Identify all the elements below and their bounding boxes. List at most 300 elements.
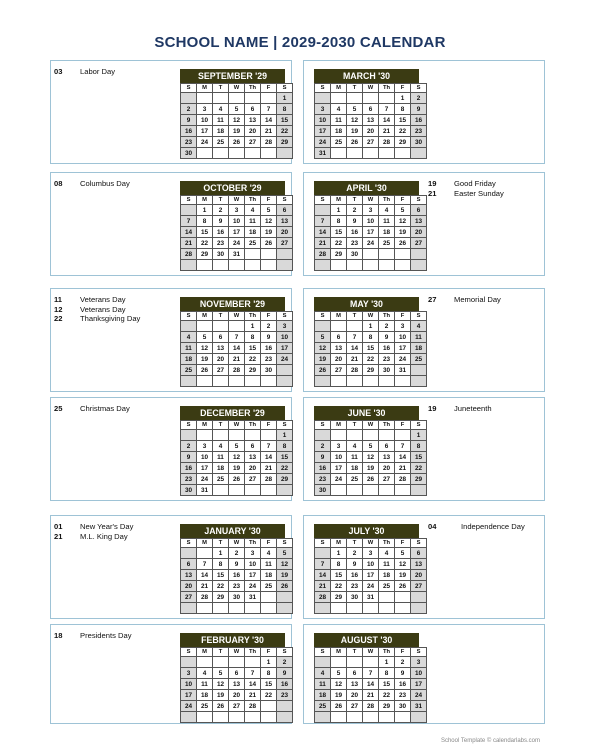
day-cell: [331, 321, 347, 332]
day-cell: 13: [363, 115, 379, 126]
day-cell: [261, 430, 277, 441]
day-cell: 22: [331, 581, 347, 592]
day-cell: 22: [213, 581, 229, 592]
day-cell: [315, 657, 331, 668]
holiday-date: 12: [54, 304, 63, 314]
day-cell: [181, 93, 197, 104]
weekday-label: S: [181, 539, 197, 548]
week-row: [181, 485, 293, 496]
day-cell: 27: [245, 474, 261, 485]
day-cell: [229, 148, 245, 159]
day-cell: [379, 249, 395, 260]
day-cell: 28: [261, 137, 277, 148]
weekday-label: S: [315, 312, 331, 321]
day-cell: [277, 365, 293, 376]
day-cell: 5: [363, 441, 379, 452]
week-row: [181, 430, 293, 441]
day-cell: 28: [229, 365, 245, 376]
day-cell: 25: [261, 581, 277, 592]
day-cell: 28: [261, 474, 277, 485]
day-cell: 15: [213, 570, 229, 581]
day-cell: 18: [197, 690, 213, 701]
week-row: [315, 354, 427, 365]
holiday-date: 08: [54, 179, 63, 188]
day-cell: 25: [213, 137, 229, 148]
month-panel: [303, 60, 545, 164]
day-cell: 2: [347, 205, 363, 216]
day-cell: 3: [277, 321, 293, 332]
week-row: [181, 205, 293, 216]
holiday-name: Independence Day: [461, 522, 525, 531]
day-cell: 18: [261, 570, 277, 581]
day-cell: [363, 249, 379, 260]
day-cell: 20: [277, 227, 293, 238]
day-cell: 30: [213, 249, 229, 260]
day-cell: [261, 701, 277, 712]
day-cell: [347, 712, 363, 723]
day-cell: 29: [363, 365, 379, 376]
day-cell: [395, 592, 411, 603]
day-cell: [411, 260, 427, 271]
day-cell: 5: [331, 668, 347, 679]
day-cell: [229, 321, 245, 332]
day-cell: 2: [181, 104, 197, 115]
day-cell: [181, 657, 197, 668]
day-cell: 31: [197, 485, 213, 496]
day-cell: 22: [395, 126, 411, 137]
day-cell: 19: [315, 354, 331, 365]
week-row: [315, 115, 427, 126]
day-cell: 22: [331, 238, 347, 249]
day-cell: 18: [379, 227, 395, 238]
day-cell: 5: [347, 104, 363, 115]
day-cell: [395, 260, 411, 271]
day-cell: 7: [395, 441, 411, 452]
holiday-date: 21: [428, 188, 437, 198]
day-cell: 17: [197, 126, 213, 137]
day-cell: [181, 376, 197, 387]
day-cell: 6: [347, 668, 363, 679]
weekday-label: S: [315, 196, 331, 205]
day-cell: [331, 657, 347, 668]
day-cell: [197, 93, 213, 104]
day-cell: 27: [331, 365, 347, 376]
day-cell: 14: [261, 452, 277, 463]
day-cell: [261, 93, 277, 104]
day-cell: 26: [315, 365, 331, 376]
day-cell: 16: [229, 570, 245, 581]
day-cell: 23: [261, 354, 277, 365]
day-cell: 8: [331, 216, 347, 227]
day-cell: [229, 485, 245, 496]
month-table: [314, 83, 427, 159]
holiday-name: Thanksgiving Day: [80, 314, 141, 324]
day-cell: 11: [347, 452, 363, 463]
week-row: [315, 668, 427, 679]
holiday-list: [54, 522, 133, 541]
day-cell: 6: [379, 441, 395, 452]
day-cell: [379, 376, 395, 387]
weekday-label: F: [395, 648, 411, 657]
weekday-label: T: [213, 648, 229, 657]
day-cell: 5: [395, 548, 411, 559]
day-cell: 24: [395, 354, 411, 365]
day-cell: 10: [363, 559, 379, 570]
day-cell: 19: [213, 690, 229, 701]
day-cell: 17: [197, 463, 213, 474]
weekday-label: T: [213, 196, 229, 205]
day-cell: 13: [245, 115, 261, 126]
weekday-header-row: [315, 312, 427, 321]
day-cell: [347, 657, 363, 668]
footer-credit: School Template © calendarlabs.com: [440, 738, 540, 744]
day-cell: 2: [261, 321, 277, 332]
day-cell: 2: [347, 548, 363, 559]
holiday-date: 19: [428, 179, 437, 188]
day-cell: 21: [229, 354, 245, 365]
weekday-label: Th: [379, 84, 395, 93]
week-row: [315, 548, 427, 559]
day-cell: 8: [363, 332, 379, 343]
day-cell: 1: [245, 321, 261, 332]
month-panel: [303, 288, 545, 392]
day-cell: 15: [411, 452, 427, 463]
day-cell: 23: [411, 126, 427, 137]
weekday-label: Th: [245, 84, 261, 93]
day-cell: 26: [213, 701, 229, 712]
day-cell: 1: [197, 205, 213, 216]
day-cell: [395, 485, 411, 496]
day-cell: [245, 712, 261, 723]
day-cell: [363, 485, 379, 496]
day-cell: 5: [229, 441, 245, 452]
day-cell: 2: [411, 93, 427, 104]
week-row: [315, 238, 427, 249]
weekday-label: S: [277, 648, 293, 657]
day-cell: 7: [363, 668, 379, 679]
month-table: [180, 647, 293, 723]
day-cell: 31: [245, 592, 261, 603]
weekday-label: W: [363, 421, 379, 430]
weekday-label: S: [315, 648, 331, 657]
weekday-label: F: [395, 539, 411, 548]
holiday-item: [54, 404, 130, 414]
weekday-label: W: [229, 539, 245, 548]
day-cell: [379, 592, 395, 603]
day-cell: 14: [379, 115, 395, 126]
week-row: [315, 679, 427, 690]
holiday-date: 22: [54, 314, 63, 324]
day-cell: [379, 485, 395, 496]
day-cell: [347, 430, 363, 441]
holiday-list: [54, 67, 115, 77]
day-cell: 20: [331, 354, 347, 365]
day-cell: 29: [213, 592, 229, 603]
day-cell: 17: [331, 463, 347, 474]
day-cell: [229, 603, 245, 614]
day-cell: 1: [363, 321, 379, 332]
day-cell: [411, 365, 427, 376]
day-cell: 30: [229, 592, 245, 603]
day-cell: 16: [411, 115, 427, 126]
day-cell: 20: [229, 690, 245, 701]
day-cell: [213, 485, 229, 496]
weekday-label: T: [213, 539, 229, 548]
day-cell: 30: [379, 365, 395, 376]
day-cell: [347, 321, 363, 332]
day-cell: 29: [379, 701, 395, 712]
day-cell: [277, 260, 293, 271]
day-cell: 1: [411, 430, 427, 441]
day-cell: 18: [347, 463, 363, 474]
day-cell: [261, 148, 277, 159]
holiday-item: [54, 522, 133, 532]
day-cell: [315, 376, 331, 387]
day-cell: [261, 376, 277, 387]
week-row: [181, 581, 293, 592]
month-title: APRIL '30: [314, 181, 419, 195]
day-cell: 26: [331, 701, 347, 712]
week-row: [315, 104, 427, 115]
day-cell: 21: [347, 354, 363, 365]
weekday-label: Th: [379, 421, 395, 430]
day-cell: 4: [245, 205, 261, 216]
day-cell: 13: [181, 570, 197, 581]
day-cell: 7: [181, 216, 197, 227]
week-row: [181, 260, 293, 271]
day-cell: 16: [181, 463, 197, 474]
day-cell: [245, 657, 261, 668]
day-cell: 24: [331, 474, 347, 485]
day-cell: 13: [411, 559, 427, 570]
day-cell: 31: [363, 592, 379, 603]
weekday-label: T: [213, 312, 229, 321]
day-cell: 9: [261, 332, 277, 343]
day-cell: 10: [411, 668, 427, 679]
day-cell: 14: [245, 679, 261, 690]
day-cell: [197, 148, 213, 159]
holiday-list: [428, 404, 492, 414]
month-title: FEBRUARY '30: [180, 633, 285, 647]
weekday-label: Th: [379, 196, 395, 205]
month-title: JANUARY '30: [180, 524, 285, 538]
month-panel: [50, 172, 292, 276]
holiday-item: [54, 67, 115, 77]
day-cell: 17: [315, 126, 331, 137]
page-title: SCHOOL NAME | 2029-2030 CALENDAR: [154, 34, 446, 51]
day-cell: 18: [245, 227, 261, 238]
day-cell: 7: [315, 216, 331, 227]
month-title: DECEMBER '29: [180, 406, 285, 420]
day-cell: [181, 321, 197, 332]
week-row: [181, 93, 293, 104]
day-cell: 25: [331, 137, 347, 148]
day-cell: 27: [213, 365, 229, 376]
month-title: MARCH '30: [314, 69, 419, 83]
weekday-label: W: [363, 84, 379, 93]
day-cell: [411, 603, 427, 614]
month-table: [180, 83, 293, 159]
day-cell: 9: [229, 559, 245, 570]
day-cell: 16: [395, 679, 411, 690]
month-calendar: [314, 633, 423, 723]
month-table: [180, 311, 293, 387]
holiday-item: [54, 179, 130, 189]
month-title: SEPTEMBER '29: [180, 69, 285, 83]
day-cell: 30: [411, 137, 427, 148]
weekday-label: Th: [245, 648, 261, 657]
day-cell: 20: [411, 570, 427, 581]
holiday-date: 19: [428, 404, 437, 413]
day-cell: [379, 430, 395, 441]
day-cell: 10: [197, 115, 213, 126]
day-cell: 12: [395, 216, 411, 227]
day-cell: 7: [197, 559, 213, 570]
day-cell: 17: [363, 227, 379, 238]
day-cell: 26: [363, 474, 379, 485]
day-cell: 11: [411, 332, 427, 343]
week-row: [181, 365, 293, 376]
week-row: [181, 126, 293, 137]
weekday-label: S: [277, 539, 293, 548]
day-cell: 23: [181, 137, 197, 148]
holiday-item: [428, 404, 492, 414]
weekday-label: Th: [245, 539, 261, 548]
day-cell: 30: [347, 249, 363, 260]
day-cell: 31: [411, 701, 427, 712]
day-cell: 11: [213, 115, 229, 126]
week-row: [315, 137, 427, 148]
weekday-header-row: [181, 84, 293, 93]
day-cell: 17: [229, 227, 245, 238]
day-cell: 30: [315, 485, 331, 496]
day-cell: 24: [197, 474, 213, 485]
day-cell: 8: [395, 104, 411, 115]
day-cell: 22: [411, 463, 427, 474]
week-row: [315, 148, 427, 159]
week-row: [315, 321, 427, 332]
day-cell: [347, 376, 363, 387]
day-cell: [315, 93, 331, 104]
day-cell: [315, 548, 331, 559]
day-cell: [395, 603, 411, 614]
weekday-label: W: [229, 421, 245, 430]
day-cell: 22: [245, 354, 261, 365]
day-cell: [245, 93, 261, 104]
day-cell: 27: [229, 701, 245, 712]
month-calendar: [180, 297, 289, 387]
day-cell: 23: [347, 581, 363, 592]
day-cell: 1: [277, 430, 293, 441]
weekday-header-row: [315, 84, 427, 93]
day-cell: [229, 430, 245, 441]
day-cell: 3: [363, 548, 379, 559]
day-cell: 27: [277, 238, 293, 249]
day-cell: 23: [395, 690, 411, 701]
week-row: [315, 603, 427, 614]
day-cell: 24: [245, 581, 261, 592]
day-cell: 18: [379, 570, 395, 581]
day-cell: [411, 485, 427, 496]
day-cell: 9: [411, 104, 427, 115]
day-cell: 16: [315, 463, 331, 474]
month-panel: [50, 624, 292, 724]
day-cell: 19: [197, 354, 213, 365]
day-cell: 9: [277, 668, 293, 679]
weekday-label: S: [277, 84, 293, 93]
month-panel: [50, 397, 292, 501]
day-cell: [331, 376, 347, 387]
weekday-label: T: [347, 539, 363, 548]
day-cell: 24: [411, 690, 427, 701]
day-cell: [277, 701, 293, 712]
day-cell: 7: [261, 104, 277, 115]
day-cell: 28: [347, 365, 363, 376]
day-cell: 20: [363, 126, 379, 137]
day-cell: [411, 148, 427, 159]
day-cell: 14: [395, 452, 411, 463]
week-row: [181, 452, 293, 463]
day-cell: 7: [315, 559, 331, 570]
holiday-date: 03: [54, 67, 63, 76]
weekday-label: W: [363, 648, 379, 657]
weekday-label: W: [363, 196, 379, 205]
day-cell: 11: [181, 343, 197, 354]
month-table: [314, 420, 427, 496]
day-cell: 9: [315, 452, 331, 463]
day-cell: 17: [395, 343, 411, 354]
day-cell: 25: [181, 365, 197, 376]
day-cell: [213, 430, 229, 441]
day-cell: 14: [229, 343, 245, 354]
day-cell: 4: [213, 104, 229, 115]
holiday-date: 01: [54, 522, 63, 531]
day-cell: 19: [395, 570, 411, 581]
day-cell: 23: [213, 238, 229, 249]
month-table: [314, 195, 427, 271]
day-cell: 9: [347, 559, 363, 570]
holiday-name: Good Friday: [454, 179, 496, 188]
week-row: [315, 365, 427, 376]
day-cell: 21: [363, 690, 379, 701]
day-cell: 1: [261, 657, 277, 668]
day-cell: [245, 376, 261, 387]
holiday-item: [428, 295, 501, 305]
month-panel: [303, 397, 545, 501]
day-cell: 27: [347, 701, 363, 712]
week-row: [315, 592, 427, 603]
day-cell: 4: [197, 668, 213, 679]
day-cell: [347, 93, 363, 104]
weekday-label: F: [261, 84, 277, 93]
day-cell: [363, 93, 379, 104]
weekday-label: S: [277, 196, 293, 205]
day-cell: 22: [277, 463, 293, 474]
day-cell: 18: [315, 690, 331, 701]
day-cell: [197, 712, 213, 723]
day-cell: [411, 592, 427, 603]
week-row: [181, 227, 293, 238]
day-cell: 7: [245, 668, 261, 679]
holiday-item: [54, 305, 140, 315]
day-cell: 6: [411, 205, 427, 216]
holiday-date: 04: [428, 522, 437, 531]
day-cell: 7: [347, 332, 363, 343]
day-cell: 28: [363, 701, 379, 712]
day-cell: 14: [181, 227, 197, 238]
week-row: [315, 463, 427, 474]
day-cell: 14: [315, 227, 331, 238]
